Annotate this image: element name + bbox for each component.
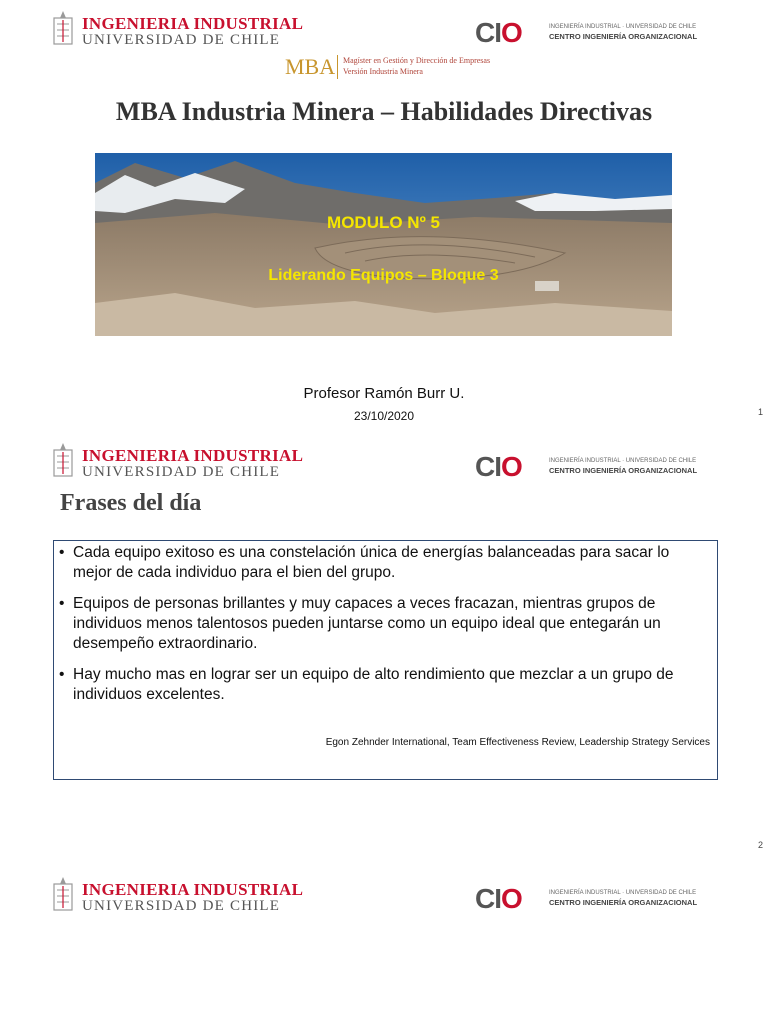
cio-logo-name: CENTRO INGENIERÍA ORGANIZACIONAL: [549, 32, 698, 41]
quote-item: [59, 543, 709, 583]
quote-item: [59, 665, 709, 705]
cio-logo-mark: CIO: [475, 17, 522, 48]
university-seal-icon: [52, 10, 74, 48]
bullet-icon: •: [59, 544, 65, 561]
university-seal-icon: [52, 442, 74, 480]
ii-logo-line2: UNIVERSIDAD DE CHILE: [82, 898, 281, 914]
quote-source: Egon Zehnder International, Team Effectiveness Review, Leadership Strategy Services: [325, 737, 710, 748]
cio-logo-subtitle: INGENIERÍA INDUSTRIAL · UNIVERSIDAD DE CHILE: [549, 24, 697, 30]
mba-logo-line2: Versión Industria Minera: [343, 67, 423, 76]
ingenieria-industrial-logo: [52, 876, 304, 918]
section-title: Frases del día: [60, 490, 202, 516]
ii-logo-line2: UNIVERSIDAD DE CHILE: [82, 464, 281, 480]
page-number: 2: [757, 840, 763, 850]
university-seal-icon: [52, 876, 74, 914]
mine-landscape-image: [95, 153, 672, 336]
ii-logo-line1: INGENIERIA INDUSTRIAL: [82, 14, 304, 33]
quote-text: Hay mucho mas en lograr ser un equipo de alto rendimiento que mezclar a un grupo de individuos excelentes.: [73, 666, 674, 703]
slide-2: [0, 430, 768, 860]
slide-title: MBA Industria Minera – Habilidades Directivas: [115, 97, 653, 126]
ii-logo-line1: INGENIERIA INDUSTRIAL: [82, 880, 304, 899]
mba-logo-mark: MBA: [285, 54, 336, 79]
professor-name: Profesor Ramón Burr U.: [303, 385, 465, 402]
presentation-date: 23/10/2020: [353, 409, 415, 423]
cio-logo: [475, 884, 715, 916]
cio-logo: [475, 452, 715, 484]
page-number: 1: [757, 407, 763, 417]
ingenieria-industrial-logo: [52, 10, 304, 52]
mine-landscape-banner: [95, 153, 672, 336]
bullet-icon: •: [59, 666, 65, 683]
mba-logo: [285, 52, 495, 82]
ii-logo-line2: UNIVERSIDAD DE CHILE: [82, 32, 281, 48]
cio-logo-mark: CIO: [475, 451, 522, 482]
cio-logo-name: CENTRO INGENIERÍA ORGANIZACIONAL: [549, 466, 698, 475]
ii-logo-line1: INGENIERIA INDUSTRIAL: [82, 446, 304, 465]
mba-logo-divider: [337, 55, 338, 79]
slide-1: [0, 0, 768, 430]
ingenieria-industrial-logo: [52, 442, 304, 484]
quote-text: Cada equipo exitoso es una constelación única de energías balanceadas para sacar lo mejor de cada individuo para el bien del grupo.: [73, 544, 670, 581]
cio-logo-name: CENTRO INGENIERÍA ORGANIZACIONAL: [549, 898, 698, 907]
cio-logo-subtitle: INGENIERÍA INDUSTRIAL · UNIVERSIDAD DE CHILE: [549, 890, 697, 896]
mba-logo-line1: Magíster en Gestión y Dirección de Empresas: [343, 56, 491, 65]
quote-item: [59, 594, 709, 654]
module-subtitle: Liderando Equipos – Bloque 3: [268, 267, 499, 284]
cio-logo: [475, 18, 715, 50]
slide-3: [0, 860, 768, 1024]
bullet-icon: •: [59, 595, 65, 612]
quote-text: Equipos de personas brillantes y muy capaces a veces fracazan, mientras grupos de individuos menos talentosos pueden juntarse como un equipo ideal que entegarán un desempeño extraordinario.: [73, 595, 661, 652]
cio-logo-subtitle: INGENIERÍA INDUSTRIAL · UNIVERSIDAD DE CHILE: [549, 458, 697, 464]
cio-logo-mark: CIO: [475, 883, 522, 914]
module-label: MODULO Nº 5: [327, 213, 440, 232]
quotes-box: [53, 540, 718, 780]
